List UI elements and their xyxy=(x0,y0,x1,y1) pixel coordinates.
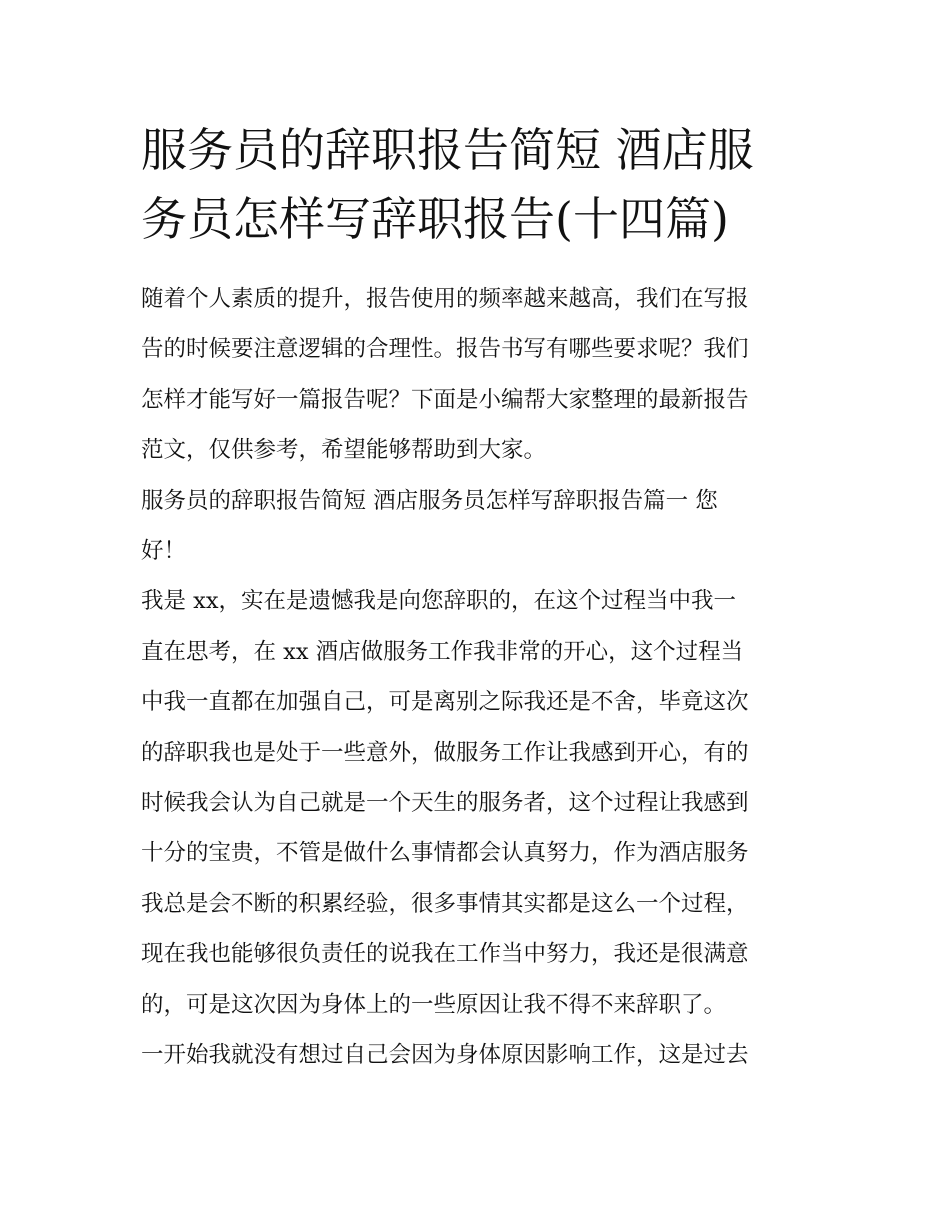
intro-paragraph xyxy=(141,274,813,476)
text-line: 告的时候要注意逻辑的合理性。报告书写有哪些要求呢？我们 xyxy=(141,336,749,363)
text-line: 时候我会认为自己就是一个天生的服务者，这个过程让我感到 xyxy=(141,790,749,817)
document-title xyxy=(141,116,813,254)
title-line: 服务员的辞职报告简短 酒店服 xyxy=(141,123,754,177)
text-line: 怎样才能写好一篇报告呢？下面是小编帮大家整理的最新报告 xyxy=(141,386,749,413)
text-line: 的辞职我也是处于一些意外，做服务工作让我感到开心，有的 xyxy=(141,739,749,766)
text-line: 直在思考，在 xx 酒店做服务工作我非常的开心，这个过程当 xyxy=(141,638,744,665)
document-content xyxy=(141,116,813,1081)
text-line: 范文，仅供参考，希望能够帮助到大家。 xyxy=(141,437,547,464)
text-line: 随着个人素质的提升，报告使用的频率越来越高，我们在写报 xyxy=(141,286,749,312)
text-line: 十分的宝贵，不管是做什么事情都会认真努力，作为酒店服务 xyxy=(141,840,749,867)
document-body xyxy=(141,274,813,1081)
text-line: 的，可是这次因为身体上的一些原因让我不得不来辞职了。 xyxy=(141,991,727,1018)
text-line: 中我一直都在加强自己，可是离别之际我还是不舍，毕竟这次 xyxy=(141,689,749,716)
text-line: 现在我也能够很负责任的说我在工作当中努力，我还是很满意 xyxy=(141,941,749,968)
text-line: 好！ xyxy=(141,538,187,565)
letter-paragraph xyxy=(141,576,813,1030)
text-line: 我总是会不断的积累经验，很多事情其实都是这么一个过程， xyxy=(141,890,749,917)
letter-paragraph xyxy=(141,1030,813,1080)
text-line: 一开始我就没有想过自己会因为身体原因影响工作，这是过去 xyxy=(141,1042,749,1069)
title-line: 务员怎样写辞职报告(十四篇) xyxy=(141,192,729,246)
text-line: 服务员的辞职报告简短 酒店服务员怎样写辞职报告篇一 您 xyxy=(141,487,718,514)
section-heading-paragraph xyxy=(141,476,813,577)
text-line: 我是 xx，实在是遗憾我是向您辞职的，在这个过程当中我一 xyxy=(141,588,737,615)
